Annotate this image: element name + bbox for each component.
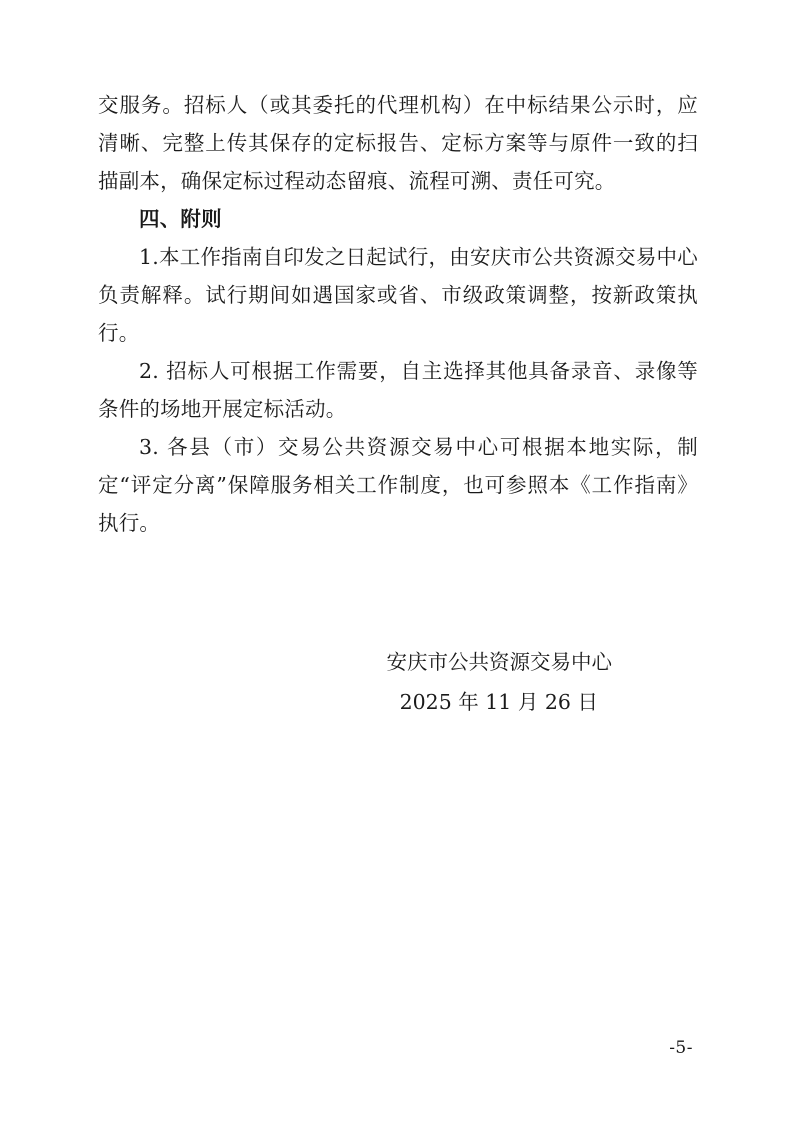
document-body <box>98 86 698 542</box>
signature-block <box>98 642 698 722</box>
page-number: -5- <box>669 1038 693 1058</box>
signature-organization: 安庆市公共资源交易中心 <box>386 650 612 674</box>
list-item-1: 1.本工作指南自印发之日起试行，由安庆市公共资源交易中心负责解释。试行期间如遇国家或省、市级政策调整，按新政策执行。 <box>98 245 698 345</box>
list-item-3: 3. 各县（市）交易公共资源交易中心可根据本地实际，制定“评定分离”保障服务相关工作制度，也可参照本《工作指南》执行。 <box>98 435 698 535</box>
section-heading: 四、附则 <box>139 207 222 231</box>
paragraph-continued: 交服务。招标人（或其委托的代理机构）在中标结果公示时，应清晰、完整上传其保存的定标报告、定标方案等与原件一致的扫描副本，确保定标过程动态留痕、流程可溯、责任可究。 <box>98 93 698 193</box>
list-item-2: 2. 招标人可根据工作需要，自主选择其他具备录音、录像等条件的场地开展定标活动。 <box>98 359 698 421</box>
signature-date: 2025 年 11 月 26 日 <box>399 690 598 714</box>
